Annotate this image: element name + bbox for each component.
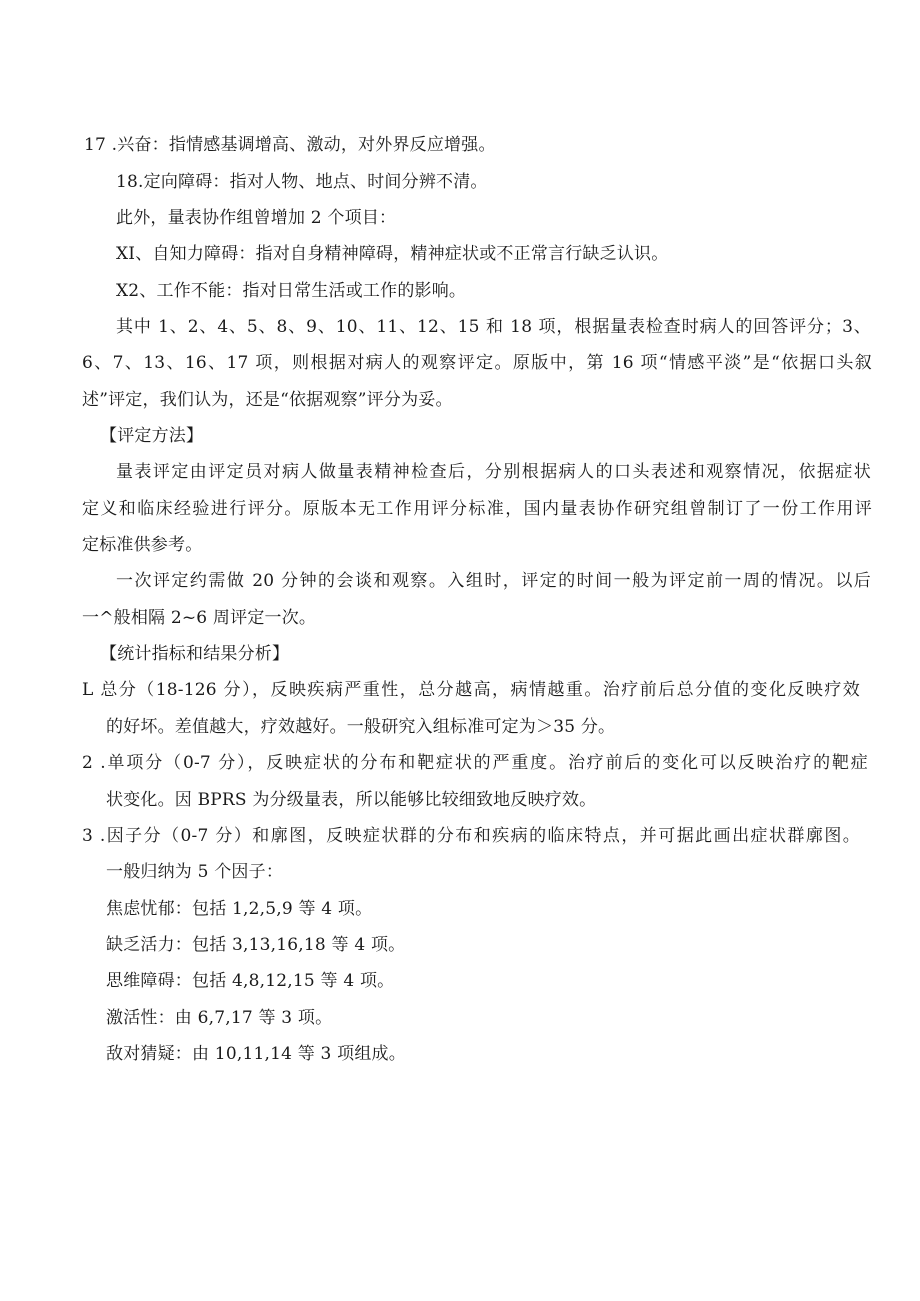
stats-heading: 【统计指标和结果分析】 (100, 644, 290, 664)
method-paragraph-1-line-2: 定义和临床经验进行评分。原版本无工作用评分标准，国内量表协作研究组曾制订了一份工作用评 (82, 499, 872, 519)
factor-thought-disturbance: 思维障碍：包括 4,8,12,15 等 4 项。 (106, 971, 395, 991)
item-18: 18.定向障碍：指对人物、地点、时间分辨不清。 (116, 172, 488, 192)
scoring-basis-line-1: 其中 1、2、4、5、8、9、10、11、12、15 和 18 项，根据量表检查时病人的回答评分；3、 (116, 317, 871, 337)
factor-hostility-suspiciousness: 敌对猜疑：由 10,11,14 等 3 项组成。 (106, 1044, 406, 1064)
method-paragraph-1-line-1: 量表评定由评定员对病人做量表精神检查后，分别根据病人的口头表述和观察情况，依据症状 (116, 462, 871, 482)
method-paragraph-2-line-2: 一^般相隔 2~6 周评定一次。 (82, 608, 317, 628)
factors-intro: 一般归纳为 5 个因子： (106, 862, 284, 882)
factor-anxiety-depression: 焦虑忧郁：包括 1,2,5,9 等 4 项。 (106, 899, 373, 919)
stats-item-2-line-1: 2 .单项分（0-7 分），反映症状的分布和靶症状的严重度。治疗前后的变化可以反映治疗的靶症 (82, 753, 868, 773)
scoring-basis-line-2: 6、7、13、16、17 项，则根据对病人的观察评定。原版中，第 16 项“情感平淡”是“依据口头叙 (82, 353, 872, 373)
stats-item-1-line-2: 的好坏。差值越大，疗效越好。一般研究入组标准可定为＞35 分。 (106, 717, 616, 737)
factor-activation: 激活性：由 6,7,17 等 3 项。 (106, 1008, 333, 1028)
factor-anergia: 缺乏活力：包括 3,13,16,18 等 4 项。 (106, 935, 406, 955)
extra-item-x2: X2、工作不能：指对日常生活或工作的影响。 (116, 281, 467, 301)
stats-item-2-line-2: 状变化。因 BPRS 为分级量表，所以能够比较细致地反映疗效。 (106, 790, 597, 810)
scoring-basis-line-3: 述”评定，我们认为，还是“依据观察”评分为妥。 (82, 390, 453, 410)
stats-item-3-line-1: 3 .因子分（0-7 分）和廓图，反映症状群的分布和疾病的临床特点，并可据此画出症状群廓图。 (82, 826, 860, 846)
method-paragraph-1-line-3: 定标准供参考。 (82, 535, 203, 555)
method-paragraph-2-line-1: 一次评定约需做 20 分钟的会谈和观察。入组时，评定的时间一般为评定前一周的情况。以后 (116, 571, 871, 591)
stats-item-1-line-1: L 总分（18-126 分），反映疾病严重性，总分越高，病情越重。治疗前后总分值的变化反映疗效 (82, 680, 860, 700)
extra-item-x1: XI、自知力障碍：指对自身精神障碍，精神症状或不正常言行缺乏认识。 (116, 244, 669, 264)
method-heading: 【评定方法】 (100, 426, 204, 446)
extra-items-intro: 此外，量表协作组曾增加 2 个项目： (116, 208, 397, 228)
item-17: 17 .兴奋：指情感基调增高、激动，对外界反应增强。 (84, 135, 496, 155)
